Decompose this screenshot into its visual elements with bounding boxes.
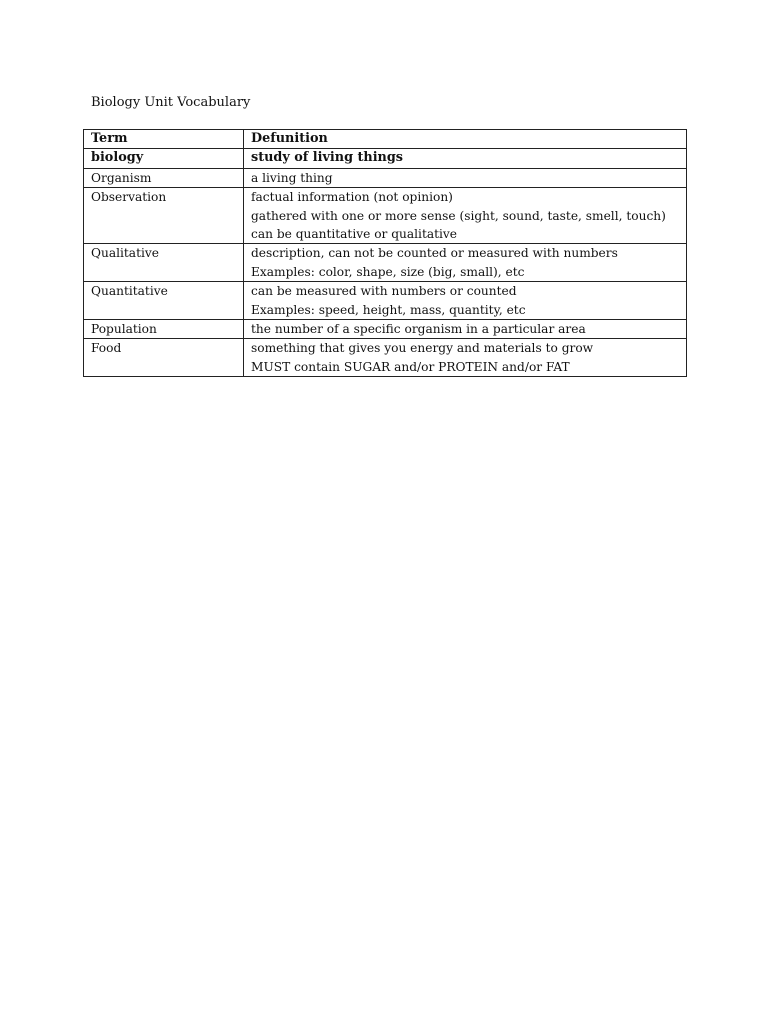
table-row: [84, 282, 687, 320]
definition-cell: [244, 282, 687, 320]
definition-cell: [244, 339, 687, 377]
definition-line: the number of a specific organism in a particular area: [251, 322, 586, 337]
definition-line: Examples: speed, height, mass, quantity, etc: [251, 302, 526, 317]
term-cell: Observation: [84, 188, 244, 244]
table-row: [84, 320, 687, 339]
definition-line: can be measured with numbers or counted: [251, 284, 517, 299]
table-header-row: [84, 130, 687, 149]
definition-line: can be quantitative or qualitative: [251, 227, 458, 242]
definition-line: factual information (not opinion): [251, 190, 453, 205]
definition-line: MUST contain SUGAR and/or PROTEIN and/or FAT: [251, 359, 570, 374]
table-row: [84, 149, 687, 168]
definition-cell: [244, 168, 687, 187]
definition-column-header: Defunition: [244, 130, 687, 149]
term-cell: Qualitative: [84, 244, 244, 282]
term-cell: Organism: [84, 168, 244, 187]
table-row: [84, 168, 687, 187]
table-row: [84, 188, 687, 244]
definition-line: gathered with one or more sense (sight, sound, taste, smell, touch): [251, 208, 666, 223]
vocabulary-table: [83, 129, 687, 377]
definition-line: something that gives you energy and materials to grow: [251, 341, 594, 356]
term-cell: biology: [84, 149, 244, 168]
page-title: Biology Unit Vocabulary: [91, 95, 251, 110]
term-column-header: Term: [84, 130, 244, 149]
definition-line: Examples: color, shape, size (big, small), etc: [251, 264, 525, 279]
definition-line: a living thing: [251, 170, 333, 185]
definition-line: study of living things: [251, 150, 404, 166]
table-row: [84, 244, 687, 282]
definition-line: description, can not be counted or measured with numbers: [251, 246, 618, 261]
term-cell: Food: [84, 339, 244, 377]
definition-cell: [244, 244, 687, 282]
table-row: [84, 339, 687, 377]
definition-cell: [244, 320, 687, 339]
definition-cell: [244, 188, 687, 244]
table-body: [84, 149, 687, 377]
definition-cell: [244, 149, 687, 168]
term-cell: Population: [84, 320, 244, 339]
term-cell: Quantitative: [84, 282, 244, 320]
